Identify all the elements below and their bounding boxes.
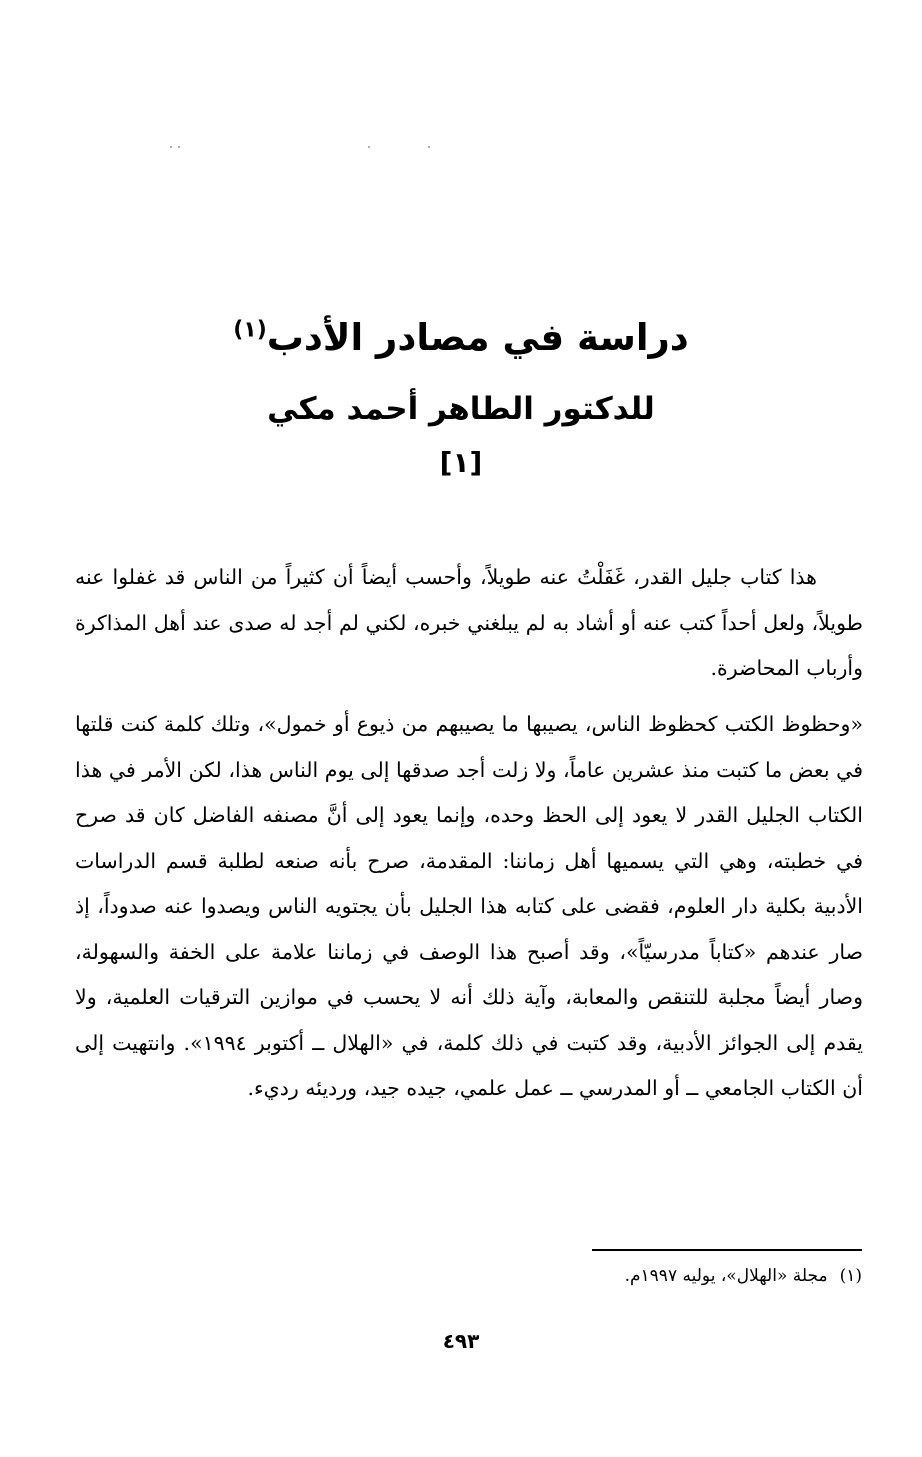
- article-title-text: دراسة في مصادر الأدب: [266, 316, 689, 359]
- footnote: [625, 1262, 862, 1290]
- page-number: ٤٩٣: [442, 1329, 480, 1353]
- scan-specks: [170, 146, 450, 152]
- footnote-marker: (١): [839, 1266, 862, 1286]
- scan-speck: [170, 146, 172, 148]
- article-title: [0, 312, 922, 364]
- part-number: [١]: [439, 446, 483, 479]
- scan-speck: [368, 146, 370, 148]
- article-author: للدكتور الطاهر أحمد مكي: [267, 391, 655, 427]
- scan-speck: [178, 146, 180, 148]
- paragraph-2: «وحظوظ الكتب كحظوظ الناس، يصيبها ما يصيبهم من ذيوع أو خمول»، وتلك كلمة كنت قلتها في بعض ما كتبت منذ عشرين عاماً، ولا زلت أجد صدقها إلى يوم الناس هذا، لكن الأمر في هذا الكتاب الجليل القدر لا يعود إلى الحظ وحده، وإنما يعود إلى أنَّ مصنفه الفاضل كان قد صرح في خطبته، وهي التي يسميها أهل زماننا: المقدمة، صرح بأنه صنعه لطلبة قسم الدراسات الأدبية بكلية دار العلوم، فقضى على كتابه هذا الجليل بأن يجتويه الناس ويصدوا عنه صدوداً، إذ صار عندهم «كتاباً مدرسيّاً»، وقد أصبح هذا الوصف في زماننا علامة على الخفة والسهولة، وصار أيضاً مجلبة للتنقص والمعابة، وآية ذلك أنه لا يحسب في موازين الترقيات العلمية، ولا يقدم إلى الجوائز الأدبية، وقد كتبت في ذلك كلمة، في «الهلال ــ أكتوبر ١٩٩٤». وانتهيت إلى أن الكتاب الجامعي ــ أو المدرسي ــ عمل علمي، جيده جيد، ورديئه رديء.: [75, 712, 864, 1100]
- paragraph-1: هذا كتاب جليل القدر، غَفَلْتُ عنه طويلاً، وأحسب أيضاً أن كثيراً من الناس قد غفلوا عنه طويلاً، ولعل أحداً كتب عنه أو أشاد به لم يبلغني خبره، لكني لم أجد له صدى عند أهل المذاكرة وأرباب المحاضرة.: [75, 565, 863, 680]
- footnote-separator: [592, 1249, 862, 1251]
- scan-speck: [428, 146, 430, 148]
- footnote-text: مجلة «الهلال»، يوليه ١٩٩٧م.: [624, 1266, 828, 1286]
- title-footnote-marker: (١): [233, 317, 267, 343]
